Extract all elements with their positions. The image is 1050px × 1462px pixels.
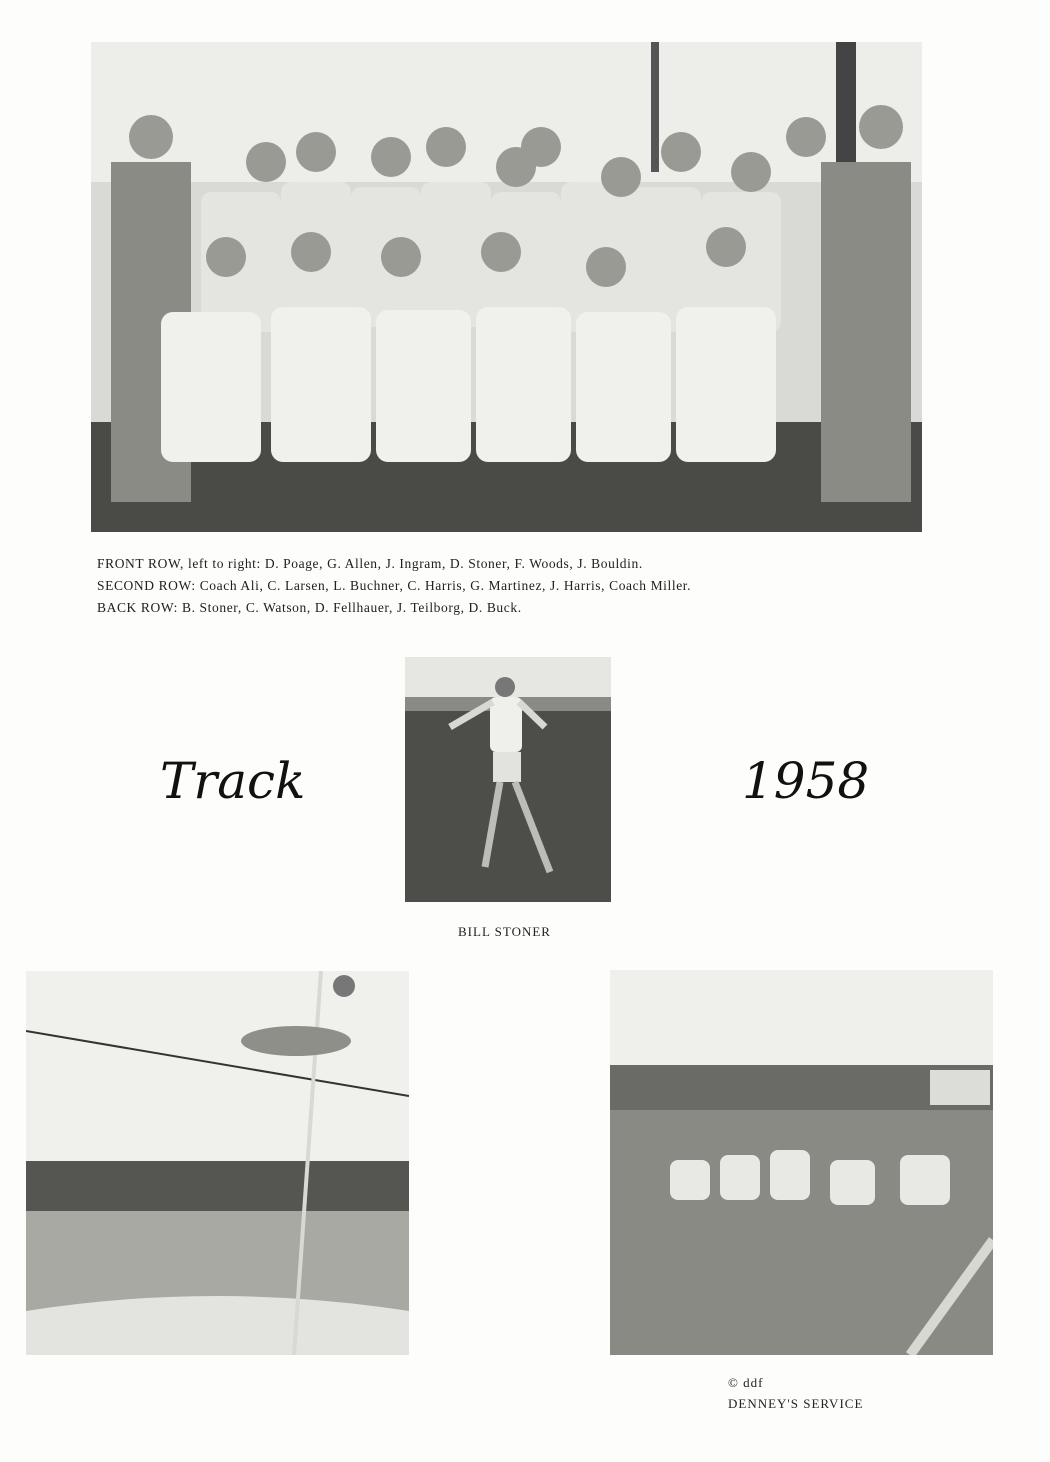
- copyright-credit: © ddf: [728, 1375, 764, 1390]
- team-caption: [97, 553, 947, 619]
- title-track: Track: [160, 752, 306, 810]
- back-row-caption: BACK ROW: B. Stoner, C. Watson, D. Fellhauer, J. Teilborg, D. Buck.: [97, 600, 522, 615]
- front-row-caption: FRONT ROW, left to right: D. Poage, G. Allen, J. Ingram, D. Stoner, F. Woods, J. Bouldin.: [97, 556, 643, 571]
- title-year: 1958: [742, 752, 870, 810]
- second-row-caption: SECOND ROW: Coach Ali, C. Larsen, L. Buchner, C. Harris, G. Martinez, J. Harris, Coach Miller.: [97, 578, 692, 593]
- sprint-start-photo: [610, 970, 993, 1355]
- discus-photo: [405, 657, 611, 902]
- team-photo: [91, 42, 922, 532]
- portrait-caption: BILL STONER: [458, 924, 551, 939]
- pole-vault-photo: [26, 971, 409, 1355]
- service-credit: DENNEY'S SERVICE: [728, 1396, 864, 1411]
